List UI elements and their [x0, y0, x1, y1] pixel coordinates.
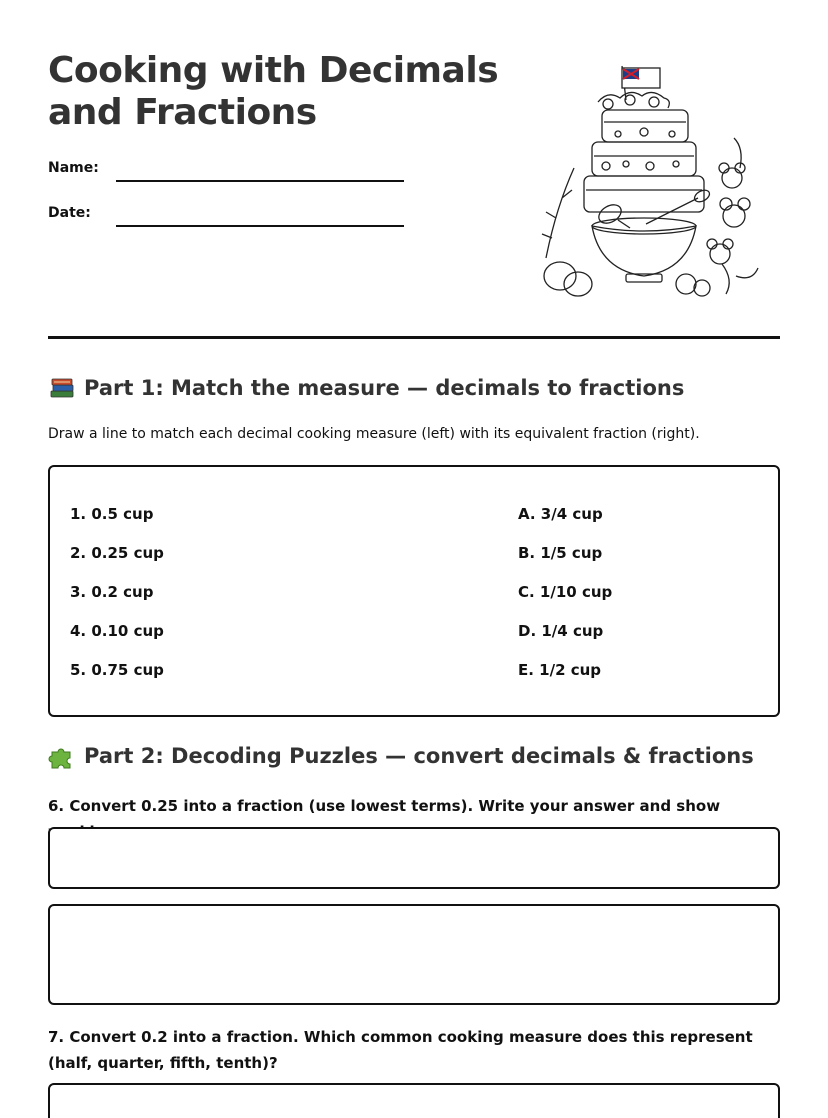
answer-box-q6[interactable] [48, 827, 780, 889]
date-label: Date: [48, 205, 91, 221]
title-line-2: and Fractions [48, 92, 317, 133]
part1-instructions: Draw a line to match each decimal cooking measure (left) with its equivalent fraction (right). [48, 426, 700, 442]
fraction-item[interactable]: D. 1/4 cup [518, 622, 604, 640]
worksheet-page [48, 0, 780, 1118]
part2-heading [48, 742, 780, 770]
puzzle-piece-icon [48, 742, 76, 770]
decimal-column [70, 505, 164, 700]
question-7: 7. Convert 0.2 into a fraction. Which common cooking measure does this represent (half, quarter, fifth, tenth)? [48, 1028, 753, 1072]
mouse-icon [722, 168, 742, 188]
books-icon [48, 374, 76, 402]
working-box-q6[interactable] [48, 904, 780, 1005]
fraction-item[interactable]: C. 1/10 cup [518, 583, 613, 601]
name-write-line[interactable] [116, 180, 404, 182]
part1-heading-text: Part 1: Match the measure — decimals to fractions [84, 376, 685, 400]
worksheet-title [48, 50, 518, 134]
fraction-item[interactable]: B. 1/5 cup [518, 544, 603, 562]
mouse-icon [723, 205, 745, 227]
fraction-column [518, 505, 612, 700]
part1-heading [48, 374, 780, 402]
part2-heading-text: Part 2: Decoding Puzzles — convert decimals & fractions [84, 744, 754, 768]
question-6: 6. Convert 0.25 into a fraction (use lowest terms). Write your answer and show [48, 797, 721, 815]
date-field[interactable] [48, 203, 408, 227]
name-field[interactable] [48, 158, 408, 182]
title-line-1: Cooking with Decimals [48, 50, 499, 91]
decimal-item[interactable]: 4. 0.10 cup [70, 622, 164, 640]
matching-box [48, 465, 780, 717]
answer-box-q7[interactable] [48, 1083, 780, 1118]
name-label: Name: [48, 160, 99, 176]
decimal-item[interactable]: 3. 0.2 cup [70, 583, 154, 601]
fraction-item[interactable]: E. 1/2 cup [518, 661, 602, 679]
decimal-item[interactable]: 1. 0.5 cup [70, 505, 154, 523]
fraction-item[interactable]: A. 3/4 cup [518, 505, 603, 523]
header-divider [48, 336, 780, 339]
mouse-icon [710, 244, 730, 264]
decimal-item[interactable]: 5. 0.75 cup [70, 661, 164, 679]
cake-bowl-mice-illustration [526, 58, 776, 308]
date-write-line[interactable] [116, 225, 404, 227]
decimal-item[interactable]: 2. 0.25 cup [70, 544, 164, 562]
